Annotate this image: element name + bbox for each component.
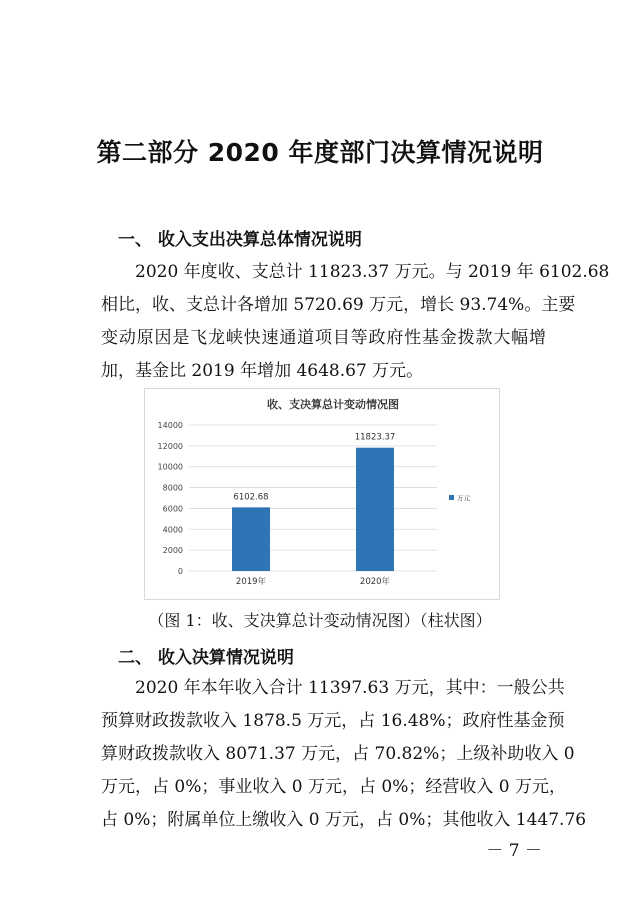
y-tick-label: 0 bbox=[177, 567, 183, 576]
legend-swatch bbox=[449, 495, 454, 500]
bar bbox=[232, 507, 270, 571]
section2-heading: 二、 收入决算情况说明 bbox=[118, 648, 294, 668]
x-tick-label: 2019年 bbox=[235, 577, 267, 587]
section1-line: 加，基金比 2019 年增加 4648.67 万元。 bbox=[101, 361, 424, 381]
section1-paragraph bbox=[101, 256, 610, 388]
chart-title: 收、支决算总计变动情况图 bbox=[267, 398, 399, 411]
section2-line: 2020 年本年收入合计 11397.63 万元，其中：一般公共 bbox=[135, 678, 565, 698]
bar-chart bbox=[145, 389, 499, 599]
section1-heading: 一、 收入支出决算总体情况说明 bbox=[118, 230, 362, 250]
y-tick-label: 10000 bbox=[157, 462, 183, 472]
y-tick-label: 6000 bbox=[162, 504, 183, 514]
legend-label: 万元 bbox=[457, 494, 470, 502]
y-tick-label: 2000 bbox=[162, 546, 183, 556]
bar bbox=[356, 448, 394, 571]
chart-container bbox=[144, 388, 500, 600]
section2-paragraph bbox=[101, 672, 587, 837]
y-tick-label: 14000 bbox=[157, 421, 183, 430]
section2-line: 预算财政拨款收入 1878.5 万元，占 16.48%；政府性基金预 bbox=[101, 711, 565, 731]
section2-line: 万元，占 0%；事业收入 0 万元，占 0%；经营收入 0 万元， bbox=[101, 777, 566, 797]
y-tick-label: 12000 bbox=[157, 441, 183, 451]
section1-line: 相比，收、支总计各增加 5720.69 万元，增长 93.74%。主要 bbox=[101, 295, 576, 315]
section1-line: 变动原因是飞龙峡快速通道项目等政府性基金拨款大幅增 bbox=[101, 328, 546, 348]
page-number: － 7 － bbox=[486, 841, 542, 861]
page-title: 第二部分 2020 年度部门决算情况说明 bbox=[96, 138, 544, 167]
data-label: 11823.37 bbox=[354, 432, 396, 443]
y-tick-label: 8000 bbox=[162, 483, 183, 493]
chart-caption: （图 1：收、支决算总计变动情况图）（柱状图） bbox=[148, 611, 492, 630]
data-label: 6102.68 bbox=[233, 492, 269, 503]
x-tick-label: 2020年 bbox=[359, 577, 391, 587]
section2-line: 算财政拨款收入 8071.37 万元，占 70.82%；上级补助收入 0 bbox=[101, 744, 575, 764]
y-tick-label: 4000 bbox=[162, 525, 183, 535]
section2-line: 占 0%；附属单位上缴收入 0 万元，占 0%；其他收入 1447.76 bbox=[101, 810, 587, 830]
section1-line: 2020 年度收、支总计 11823.37 万元。与 2019 年 6102.68 bbox=[135, 262, 610, 282]
